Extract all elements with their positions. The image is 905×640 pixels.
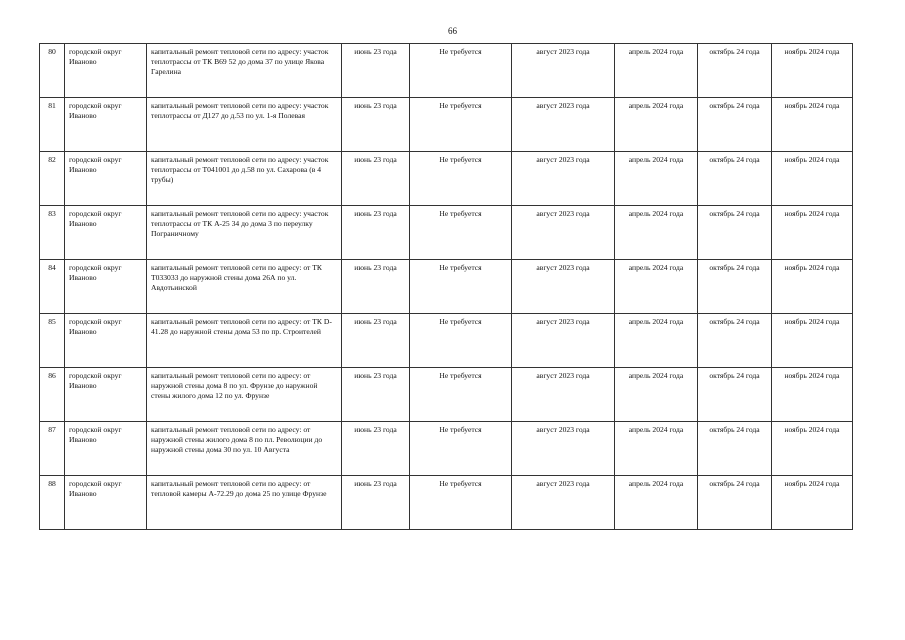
work-description-cell: капитальный ремонт тепловой сети по адресу: участок теплотрассы от Т041001 до д.58 по ул. Сахарова (в 4 трубы) [147,152,342,206]
work-description-cell: капитальный ремонт тепловой сети по адресу: от ТК Т033033 до наружной стены дома 26А по ул. Авдотьинской [147,260,342,314]
expertise-cell: Не требуется [410,260,512,314]
work-description-cell: капитальный ремонт тепловой сети по адресу: участок теплотрассы от ТК А-25 34 до дома 3 по переулку Пограничному [147,206,342,260]
date-cell-5: октябрь 24 года [698,98,772,152]
row-number: 80 [40,44,65,98]
start-date-cell: июнь 23 года [342,44,410,98]
date-cell-5: октябрь 24 года [698,368,772,422]
date-cell-5: октябрь 24 года [698,206,772,260]
district-cell: городской округ Иваново [65,476,147,530]
district-cell: городской округ Иваново [65,98,147,152]
district-cell: городской округ Иваново [65,422,147,476]
expertise-cell: Не требуется [410,206,512,260]
row-number: 84 [40,260,65,314]
date-cell-5: октябрь 24 года [698,422,772,476]
date-cell-3: август 2023 года [512,152,615,206]
expertise-cell: Не требуется [410,422,512,476]
table-body [40,44,853,530]
start-date-cell: июнь 23 года [342,476,410,530]
expertise-cell: Не требуется [410,368,512,422]
page-number: 66 [448,26,457,36]
work-description-cell: капитальный ремонт тепловой сети по адресу: от тепловой камеры А-72.29 до дома 25 по улице Фрунзе [147,476,342,530]
date-cell-4: апрель 2024 года [615,98,698,152]
table-row [40,476,853,530]
date-cell-3: август 2023 года [512,44,615,98]
date-cell-4: апрель 2024 года [615,206,698,260]
row-number: 83 [40,206,65,260]
date-cell-6: ноябрь 2024 года [772,260,853,314]
date-cell-3: август 2023 года [512,98,615,152]
date-cell-6: ноябрь 2024 года [772,314,853,368]
expertise-cell: Не требуется [410,152,512,206]
expertise-cell: Не требуется [410,44,512,98]
district-cell: городской округ Иваново [65,152,147,206]
start-date-cell: июнь 23 года [342,206,410,260]
repair-schedule-table [39,43,853,530]
expertise-cell: Не требуется [410,98,512,152]
table-row [40,314,853,368]
district-cell: городской округ Иваново [65,206,147,260]
table-row [40,368,853,422]
table-row [40,98,853,152]
date-cell-3: август 2023 года [512,368,615,422]
date-cell-4: апрель 2024 года [615,260,698,314]
date-cell-3: август 2023 года [512,260,615,314]
district-cell: городской округ Иваново [65,260,147,314]
work-description-cell: капитальный ремонт тепловой сети по адресу: от ТК D-41.28 до наружной стены дома 53 по пр. Строителей [147,314,342,368]
expertise-cell: Не требуется [410,476,512,530]
date-cell-6: ноябрь 2024 года [772,206,853,260]
date-cell-5: октябрь 24 года [698,314,772,368]
table-row [40,206,853,260]
date-cell-6: ноябрь 2024 года [772,44,853,98]
table-row [40,152,853,206]
start-date-cell: июнь 23 года [342,422,410,476]
work-description-cell: капитальный ремонт тепловой сети по адресу: от наружной стены жилого дома 8 по пл. Революции до наружной стены дома 30 по ул. 10 Августа [147,422,342,476]
date-cell-3: август 2023 года [512,476,615,530]
date-cell-6: ноябрь 2024 года [772,152,853,206]
date-cell-6: ноябрь 2024 года [772,368,853,422]
date-cell-6: ноябрь 2024 года [772,476,853,530]
date-cell-4: апрель 2024 года [615,476,698,530]
table-row [40,422,853,476]
start-date-cell: июнь 23 года [342,260,410,314]
work-description-cell: капитальный ремонт тепловой сети по адресу: участок теплотрассы от Д127 до д.53 по ул. 1-я Полевая [147,98,342,152]
date-cell-3: август 2023 года [512,422,615,476]
start-date-cell: июнь 23 года [342,368,410,422]
start-date-cell: июнь 23 года [342,152,410,206]
date-cell-3: август 2023 года [512,206,615,260]
expertise-cell: Не требуется [410,314,512,368]
date-cell-5: октябрь 24 года [698,260,772,314]
start-date-cell: июнь 23 года [342,98,410,152]
start-date-cell: июнь 23 года [342,314,410,368]
date-cell-4: апрель 2024 года [615,422,698,476]
district-cell: городской округ Иваново [65,314,147,368]
row-number: 85 [40,314,65,368]
date-cell-4: апрель 2024 года [615,44,698,98]
row-number: 81 [40,98,65,152]
date-cell-5: октябрь 24 года [698,44,772,98]
date-cell-5: октябрь 24 года [698,152,772,206]
table-row [40,44,853,98]
date-cell-4: апрель 2024 года [615,152,698,206]
row-number: 87 [40,422,65,476]
work-description-cell: капитальный ремонт тепловой сети по адресу: участок теплотрассы от ТК В69 52 до дома 37 по улице Якова Гарелина [147,44,342,98]
row-number: 88 [40,476,65,530]
district-cell: городской округ Иваново [65,368,147,422]
date-cell-4: апрель 2024 года [615,368,698,422]
row-number: 86 [40,368,65,422]
district-cell: городской округ Иваново [65,44,147,98]
table-row [40,260,853,314]
date-cell-3: август 2023 года [512,314,615,368]
work-description-cell: капитальный ремонт тепловой сети по адресу: от наружной стены дома 8 по ул. Фрунзе до наружной стены жилого дома 12 по ул. Фрунзе [147,368,342,422]
date-cell-5: октябрь 24 года [698,476,772,530]
date-cell-4: апрель 2024 года [615,314,698,368]
date-cell-6: ноябрь 2024 года [772,422,853,476]
row-number: 82 [40,152,65,206]
date-cell-6: ноябрь 2024 года [772,98,853,152]
